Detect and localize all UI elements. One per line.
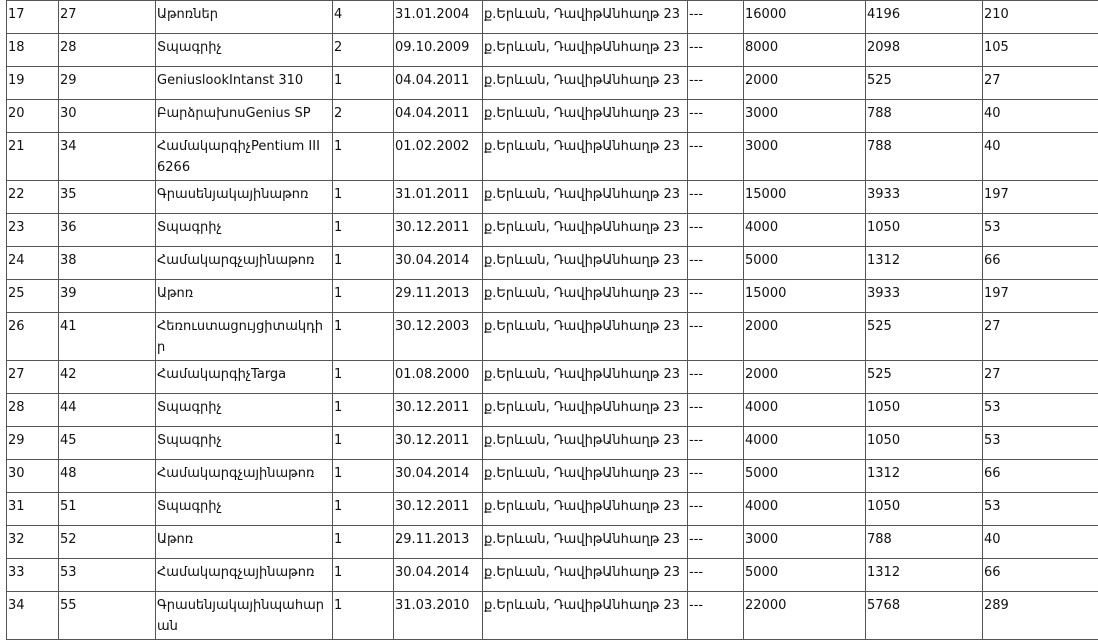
value-cell: 3000 xyxy=(744,133,866,181)
row-number-cell: 20 xyxy=(7,100,59,133)
table-row xyxy=(7,460,1098,493)
inventory-code-cell: 53 xyxy=(59,559,156,592)
value-cell: 4000 xyxy=(744,427,866,460)
note-cell: --- xyxy=(688,559,744,592)
note-cell: --- xyxy=(688,427,744,460)
table-row xyxy=(7,394,1098,427)
row-number-cell: 34 xyxy=(7,592,59,640)
amount-cell: 66 xyxy=(983,460,1098,493)
amortization-cell: 1312 xyxy=(866,559,983,592)
row-number-cell: 19 xyxy=(7,67,59,100)
amortization-cell: 525 xyxy=(866,313,983,361)
table-row xyxy=(7,592,1098,640)
item-name-cell: ՀամակարգիչTarga xyxy=(156,361,333,394)
amount-cell: 53 xyxy=(983,493,1098,526)
address-cell: ք.Երևան, ԴավիթԱնհաղթ 23 xyxy=(483,100,688,133)
table-row xyxy=(7,1,1098,34)
note-cell: --- xyxy=(688,214,744,247)
table-row xyxy=(7,313,1098,361)
quantity-cell: 2 xyxy=(333,100,394,133)
note-cell: --- xyxy=(688,100,744,133)
address-cell: ք.Երևան, ԴավիթԱնհաղթ 23 xyxy=(483,361,688,394)
row-number-cell: 27 xyxy=(7,361,59,394)
inventory-code-cell: 27 xyxy=(59,1,156,34)
date-cell: 29.11.2013 xyxy=(394,280,483,313)
amount-cell: 27 xyxy=(983,361,1098,394)
item-name-cell: Տպագրիչ xyxy=(156,394,333,427)
date-cell: 04.04.2011 xyxy=(394,67,483,100)
date-cell: 01.08.2000 xyxy=(394,361,483,394)
assets-table xyxy=(6,0,1098,640)
date-cell: 31.01.2004 xyxy=(394,1,483,34)
table-row xyxy=(7,34,1098,67)
address-cell: ք.Երևան, ԴավիթԱնհաղթ 23 xyxy=(483,592,688,640)
amount-cell: 27 xyxy=(983,313,1098,361)
value-cell: 4000 xyxy=(744,394,866,427)
item-name-cell: Տպագրիչ xyxy=(156,34,333,67)
address-cell: ք.Երևան, ԴավիթԱնհաղթ 23 xyxy=(483,181,688,214)
item-name-cell: Աթոռներ xyxy=(156,1,333,34)
amortization-cell: 525 xyxy=(866,361,983,394)
value-cell: 22000 xyxy=(744,592,866,640)
quantity-cell: 1 xyxy=(333,133,394,181)
address-cell: ք.Երևան, ԴավիթԱնհաղթ 23 xyxy=(483,247,688,280)
inventory-code-cell: 35 xyxy=(59,181,156,214)
date-cell: 30.04.2014 xyxy=(394,460,483,493)
amount-cell: 66 xyxy=(983,559,1098,592)
row-number-cell: 32 xyxy=(7,526,59,559)
date-cell: 31.03.2010 xyxy=(394,592,483,640)
value-cell: 2000 xyxy=(744,313,866,361)
amount-cell: 40 xyxy=(983,133,1098,181)
row-number-cell: 17 xyxy=(7,1,59,34)
item-name-cell: Գրասենյակայինպահարան xyxy=(156,592,333,640)
note-cell: --- xyxy=(688,460,744,493)
inventory-code-cell: 39 xyxy=(59,280,156,313)
inventory-code-cell: 34 xyxy=(59,133,156,181)
quantity-cell: 1 xyxy=(333,460,394,493)
value-cell: 4000 xyxy=(744,493,866,526)
quantity-cell: 1 xyxy=(333,280,394,313)
date-cell: 30.12.2011 xyxy=(394,493,483,526)
amount-cell: 210 xyxy=(983,1,1098,34)
item-name-cell: GeniuslookIntanst 310 xyxy=(156,67,333,100)
item-name-cell: Հեռուստացույցիտակդիր xyxy=(156,313,333,361)
note-cell: --- xyxy=(688,394,744,427)
amortization-cell: 1050 xyxy=(866,493,983,526)
address-cell: ք.Երևան, ԴավիթԱնհաղթ 23 xyxy=(483,214,688,247)
date-cell: 30.04.2014 xyxy=(394,247,483,280)
note-cell: --- xyxy=(688,592,744,640)
quantity-cell: 1 xyxy=(333,247,394,280)
note-cell: --- xyxy=(688,34,744,67)
quantity-cell: 2 xyxy=(333,34,394,67)
amortization-cell: 1050 xyxy=(866,214,983,247)
address-cell: ք.Երևան, ԴավիթԱնհաղթ 23 xyxy=(483,67,688,100)
item-name-cell: Համակարգչայինաթոռ xyxy=(156,559,333,592)
address-cell: ք.Երևան, ԴավիթԱնհաղթ 23 xyxy=(483,526,688,559)
quantity-cell: 1 xyxy=(333,313,394,361)
amount-cell: 53 xyxy=(983,394,1098,427)
date-cell: 30.12.2011 xyxy=(394,214,483,247)
amount-cell: 105 xyxy=(983,34,1098,67)
date-cell: 04.04.2011 xyxy=(394,100,483,133)
amortization-cell: 788 xyxy=(866,133,983,181)
value-cell: 4000 xyxy=(744,214,866,247)
amount-cell: 40 xyxy=(983,526,1098,559)
amortization-cell: 1050 xyxy=(866,394,983,427)
note-cell: --- xyxy=(688,493,744,526)
value-cell: 15000 xyxy=(744,280,866,313)
amortization-cell: 788 xyxy=(866,526,983,559)
inventory-code-cell: 52 xyxy=(59,526,156,559)
address-cell: ք.Երևան, ԴավիթԱնհաղթ 23 xyxy=(483,34,688,67)
address-cell: ք.Երևան, ԴավիթԱնհաղթ 23 xyxy=(483,280,688,313)
quantity-cell: 1 xyxy=(333,214,394,247)
inventory-code-cell: 45 xyxy=(59,427,156,460)
inventory-code-cell: 44 xyxy=(59,394,156,427)
table-row xyxy=(7,361,1098,394)
row-number-cell: 33 xyxy=(7,559,59,592)
row-number-cell: 29 xyxy=(7,427,59,460)
address-cell: ք.Երևան, ԴավիթԱնհաղթ 23 xyxy=(483,559,688,592)
item-name-cell: Տպագրիչ xyxy=(156,214,333,247)
date-cell: 30.04.2014 xyxy=(394,559,483,592)
row-number-cell: 22 xyxy=(7,181,59,214)
row-number-cell: 28 xyxy=(7,394,59,427)
amount-cell: 53 xyxy=(983,214,1098,247)
amortization-cell: 2098 xyxy=(866,34,983,67)
quantity-cell: 1 xyxy=(333,493,394,526)
date-cell: 01.02.2002 xyxy=(394,133,483,181)
inventory-code-cell: 38 xyxy=(59,247,156,280)
address-cell: ք.Երևան, ԴավիթԱնհաղթ 23 xyxy=(483,313,688,361)
item-name-cell: Տպագրիչ xyxy=(156,493,333,526)
value-cell: 2000 xyxy=(744,67,866,100)
inventory-code-cell: 42 xyxy=(59,361,156,394)
note-cell: --- xyxy=(688,67,744,100)
amount-cell: 40 xyxy=(983,100,1098,133)
value-cell: 5000 xyxy=(744,247,866,280)
address-cell: ք.Երևան, ԴավիթԱնհաղթ 23 xyxy=(483,493,688,526)
item-name-cell: Աթոռ xyxy=(156,280,333,313)
item-name-cell: ԲարձրախոսGenius SP xyxy=(156,100,333,133)
amortization-cell: 3933 xyxy=(866,181,983,214)
amount-cell: 53 xyxy=(983,427,1098,460)
row-number-cell: 21 xyxy=(7,133,59,181)
row-number-cell: 30 xyxy=(7,460,59,493)
date-cell: 31.01.2011 xyxy=(394,181,483,214)
inventory-code-cell: 51 xyxy=(59,493,156,526)
table-row xyxy=(7,181,1098,214)
quantity-cell: 1 xyxy=(333,427,394,460)
note-cell: --- xyxy=(688,280,744,313)
date-cell: 30.12.2011 xyxy=(394,427,483,460)
address-cell: ք.Երևան, ԴավիթԱնհաղթ 23 xyxy=(483,133,688,181)
amortization-cell: 788 xyxy=(866,100,983,133)
item-name-cell: ՀամակարգիչPentium III 6266 xyxy=(156,133,333,181)
quantity-cell: 1 xyxy=(333,67,394,100)
date-cell: 30.12.2011 xyxy=(394,394,483,427)
address-cell: ք.Երևան, ԴավիթԱնհաղթ 23 xyxy=(483,394,688,427)
address-cell: ք.Երևան, ԴավիթԱնհաղթ 23 xyxy=(483,427,688,460)
quantity-cell: 1 xyxy=(333,394,394,427)
table-row xyxy=(7,559,1098,592)
item-name-cell: Տպագրիչ xyxy=(156,427,333,460)
address-cell: ք.Երևան, ԴավիթԱնհաղթ 23 xyxy=(483,1,688,34)
value-cell: 3000 xyxy=(744,100,866,133)
amount-cell: 27 xyxy=(983,67,1098,100)
inventory-code-cell: 48 xyxy=(59,460,156,493)
amortization-cell: 4196 xyxy=(866,1,983,34)
inventory-code-cell: 30 xyxy=(59,100,156,133)
date-cell: 09.10.2009 xyxy=(394,34,483,67)
quantity-cell: 1 xyxy=(333,592,394,640)
value-cell: 8000 xyxy=(744,34,866,67)
note-cell: --- xyxy=(688,313,744,361)
quantity-cell: 1 xyxy=(333,559,394,592)
amortization-cell: 1050 xyxy=(866,427,983,460)
row-number-cell: 25 xyxy=(7,280,59,313)
row-number-cell: 18 xyxy=(7,34,59,67)
row-number-cell: 26 xyxy=(7,313,59,361)
table-row xyxy=(7,526,1098,559)
note-cell: --- xyxy=(688,1,744,34)
date-cell: 30.12.2003 xyxy=(394,313,483,361)
row-number-cell: 24 xyxy=(7,247,59,280)
table-row xyxy=(7,67,1098,100)
item-name-cell: Գրասենյակայինաթոռ xyxy=(156,181,333,214)
item-name-cell: Համակարգչայինաթոռ xyxy=(156,247,333,280)
amount-cell: 289 xyxy=(983,592,1098,640)
inventory-code-cell: 28 xyxy=(59,34,156,67)
table-row xyxy=(7,493,1098,526)
item-name-cell: Համակարգչայինաթոռ xyxy=(156,460,333,493)
note-cell: --- xyxy=(688,133,744,181)
quantity-cell: 1 xyxy=(333,181,394,214)
amortization-cell: 1312 xyxy=(866,460,983,493)
date-cell: 29.11.2013 xyxy=(394,526,483,559)
quantity-cell: 1 xyxy=(333,526,394,559)
note-cell: --- xyxy=(688,526,744,559)
inventory-code-cell: 55 xyxy=(59,592,156,640)
amortization-cell: 525 xyxy=(866,67,983,100)
value-cell: 15000 xyxy=(744,181,866,214)
value-cell: 5000 xyxy=(744,460,866,493)
inventory-code-cell: 36 xyxy=(59,214,156,247)
table-row xyxy=(7,133,1098,181)
value-cell: 16000 xyxy=(744,1,866,34)
row-number-cell: 23 xyxy=(7,214,59,247)
inventory-code-cell: 29 xyxy=(59,67,156,100)
value-cell: 3000 xyxy=(744,526,866,559)
row-number-cell: 31 xyxy=(7,493,59,526)
value-cell: 2000 xyxy=(744,361,866,394)
table-row xyxy=(7,214,1098,247)
table-row xyxy=(7,100,1098,133)
inventory-code-cell: 41 xyxy=(59,313,156,361)
quantity-cell: 4 xyxy=(333,1,394,34)
value-cell: 5000 xyxy=(744,559,866,592)
table-row xyxy=(7,247,1098,280)
note-cell: --- xyxy=(688,247,744,280)
amortization-cell: 3933 xyxy=(866,280,983,313)
address-cell: ք.Երևան, ԴավիթԱնհաղթ 23 xyxy=(483,460,688,493)
amortization-cell: 5768 xyxy=(866,592,983,640)
amount-cell: 197 xyxy=(983,181,1098,214)
table-row xyxy=(7,280,1098,313)
item-name-cell: Աթոռ xyxy=(156,526,333,559)
amount-cell: 197 xyxy=(983,280,1098,313)
table-row xyxy=(7,427,1098,460)
amortization-cell: 1312 xyxy=(866,247,983,280)
quantity-cell: 1 xyxy=(333,361,394,394)
note-cell: --- xyxy=(688,181,744,214)
note-cell: --- xyxy=(688,361,744,394)
amount-cell: 66 xyxy=(983,247,1098,280)
